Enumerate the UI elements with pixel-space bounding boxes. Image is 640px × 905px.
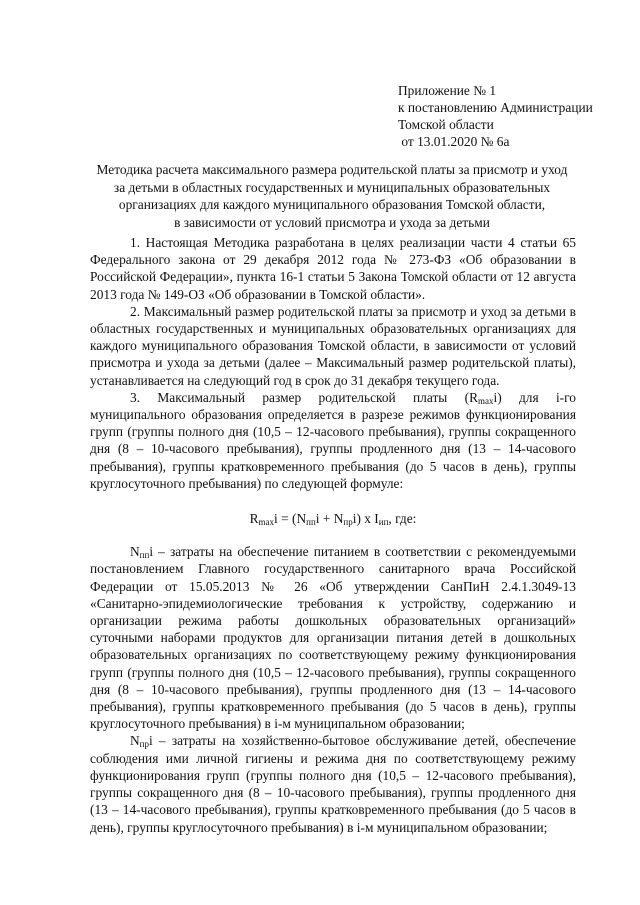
p4-rest: i – затраты на обеспечение питанием в соответствии с рекомендуемыми постановлением Главного государственного санитарного врача Российской Федерации от 15.05.2013 № 26 «Об утверждении СанПиН 2.4.1.3049-13 «Санитарно-эпидемиологические требования к устройству, содержанию и организации режима работы дошкольных образовательных организаций» суточными наборами продуктов для организации питания детей в дошкольных образовательных организациях по соответствующему режиму функционирования групп (группы полного дня (10,5 – 12-часового пребывания), группы сокращенного дня (8 – 10-часового пребывания), группы продленного дня (13 – 14-часового пребывания), группы кратковременного пребывания (до 5 часов в день), группы круглосуточного пребывания) в i-м муниципальном образовании; xyxy=(90,544,576,732)
p5-subscript: пр xyxy=(139,739,149,750)
title-line: в зависимости от условий присмотра и ухода за детьми xyxy=(174,214,490,230)
formula-r-sub: max xyxy=(258,517,275,528)
paragraph-4 xyxy=(90,543,576,732)
p3-prefix: 3. Максимальный размер родительской платы (R xyxy=(130,389,478,405)
appendix-line: к постановлению Администрации xyxy=(398,100,593,115)
formula xyxy=(90,510,576,527)
formula-n2-sub: пр xyxy=(343,517,353,528)
title-line: Методика расчета максимального размера родительской платы за присмотр и уход xyxy=(96,162,568,177)
formula-n1-sub: пп xyxy=(306,517,316,528)
title-line: за детьми в областных государственных и муниципальных образовательных xyxy=(113,179,551,195)
appendix-header xyxy=(398,82,593,150)
formula-mid2: i + N xyxy=(315,511,344,527)
formula-i-sub: ип xyxy=(378,517,389,528)
paragraph-5 xyxy=(90,732,576,835)
p4-subscript: пп xyxy=(139,550,150,561)
p4-symbol: N xyxy=(130,544,140,560)
formula-mid: i = (N xyxy=(274,511,307,527)
appendix-line: от 13.01.2020 № 6а xyxy=(398,134,510,149)
document-body xyxy=(90,234,576,836)
appendix-line: Приложение № 1 xyxy=(398,83,497,98)
p3-rest: i) для i-го муниципального образования определяется в разрезе режимов функционирования групп (группы полного дня (10,5 – 12-часового пребывания), группы сокращенного дня (8 – 10-часового пребывания), группы продленного дня (13 – 14-часового пребывания), группы кратковременного пребывания (до 5 часов в день), группы круглосуточного пребывания) по следующей формуле: xyxy=(90,389,576,491)
formula-r: R xyxy=(249,511,259,527)
title-line: организациях для каждого муниципального образования Томской области, xyxy=(118,197,546,212)
p5-symbol: N xyxy=(130,733,140,749)
paragraph-3 xyxy=(90,389,576,492)
document-title xyxy=(90,161,574,231)
paragraph-2: 2. Максимальный размер родительской платы за присмотр и уход за детьми в областных государственных и муниципальных образовательных организациях для каждого муниципального образования Томской области, в зависимости от условий присмотра и ухода за детьми (далее – Максимальный размер родительской платы), устанавливается на следующий год в срок до 31 декабря текущего года. xyxy=(90,303,576,388)
formula-end: , где: xyxy=(388,511,417,527)
p3-subscript: max xyxy=(478,395,494,406)
paragraph-1: 1. Настоящая Методика разработана в целях реализации части 4 статьи 65 Федерального закона от 29 декабря 2012 года № 273-ФЗ «Об образовании в Российской Федерации», пункта 16-1 статьи 5 Закона Томской области от 12 августа 2013 года № 149-ОЗ «Об образовании в Томской области». xyxy=(90,235,576,302)
formula-mid3: i) х I xyxy=(352,511,379,527)
p5-rest: i – затраты на хозяйственно-бытовое обслуживание детей, обеспечение соблюдения ими личной гигиены и режима дня по соответствующему режиму функционирования групп (группы полного дня (10,5 – 12-часового пребывания), группы сокращенного дня (8 – 10-часового пребывания), группы продленного дня (13 – 14-часового пребывания), группы кратковременного пребывания (до 5 часов в день), группы круглосуточного пребывания) в i-м муниципальном образовании; xyxy=(90,733,576,835)
appendix-line: Томской области xyxy=(398,117,494,132)
